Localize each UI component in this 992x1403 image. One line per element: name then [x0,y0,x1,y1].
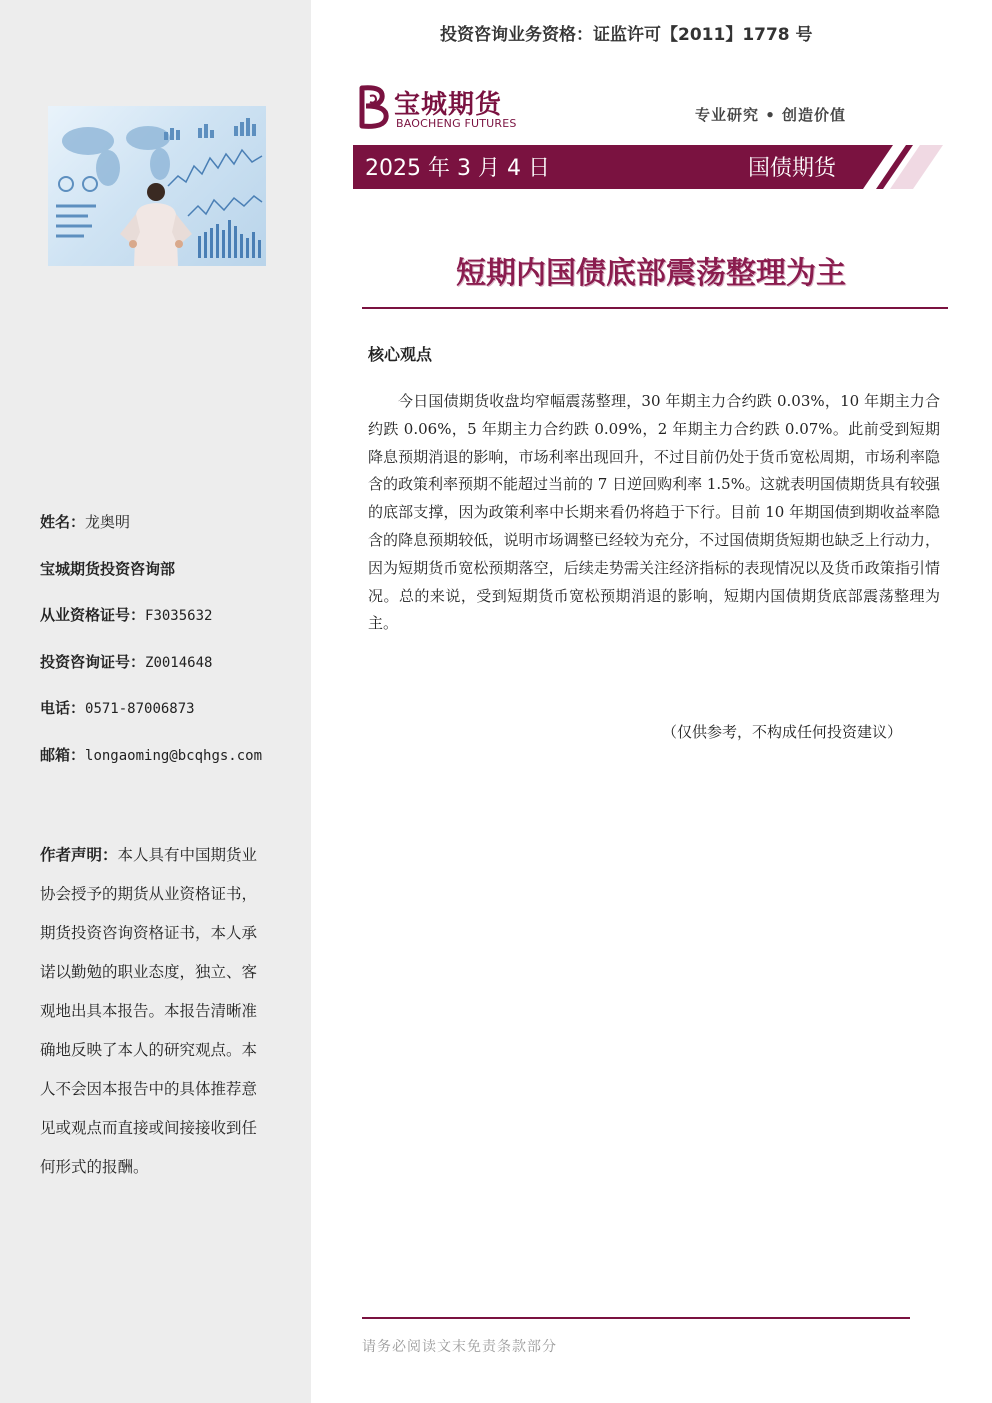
footer-note: 请务必阅读文末免责条款部分 [362,1339,557,1355]
author-declaration [40,836,272,1187]
phone-number[interactable]: 0571-87006873 [85,701,195,717]
body-paragraph: 今日国债期货收盘均窄幅震荡整理，30 年期主力合约跌 0.03%，10 年期主力合约跌 0.06%，5 年期主力合约跌 0.09%，2 年期主力合约跌 0.07%。此前受到短期降息预期消退的影响，市场利率出现回升，不过目前仍处于货币宽松周期，市场利率隐含的政策利率预期不能超过当前的 7 日逆回购利率 1.5%。这就表明国债期货具有较强的底部支撑，因为政策利率中长期来看仍将趋于下行。目前 10 年期国债到期收益率隐含的降息预期较低，说明市场调整已经较为充分，不过国债期货短期也缺乏上行动力，因为短期货币宽松预期落空，后续走势需关注经济指标的表现情况以及货币政策指引情况。总的来说，受到短期货币宽松预期消退的影响，短期内国债期货底部震荡整理为主。 [368,392,940,633]
declaration-label: 作者声明： [40,846,118,864]
phone-row [40,694,300,741]
date-banner [353,145,943,189]
report-title: 短期内国债底部震荡整理为主 [456,256,846,291]
logo-chinese-name: 宝城期货 [394,90,503,120]
advisory-row [40,648,300,695]
slogan: 专业研究 • 创造价值 [695,106,847,124]
qualification-line: 投资咨询业务资格：证监许可【2011】1778 号 [440,25,813,45]
man-figure [120,183,192,266]
email-row [40,741,300,788]
phone-label: 电话： [40,699,86,717]
advisory-number: Z0014648 [145,654,213,671]
author-contact [40,508,300,787]
license-number: F3035632 [145,608,213,624]
company-logo [356,84,526,134]
author-name-label: 姓名： [40,513,86,531]
author-name: 龙奥明 [85,513,131,531]
logo-english-name: BAOCHENG FUTURES [396,117,517,130]
department-row [40,555,300,602]
report-category: 国债期货 [748,156,837,181]
advisory-label: 投资咨询证号： [40,652,146,671]
baocheng-logo-icon [356,84,392,130]
disclaimer: （仅供参考，不构成任何投资建议） [662,723,903,741]
sidebar [0,0,311,1403]
cover-image [48,106,266,266]
license-label: 从业资格证号： [40,606,146,624]
department: 宝城期货投资咨询部 [40,559,176,578]
email-address[interactable]: longaoming@bcqhgs.com [85,747,263,764]
declaration-text: 本人具有中国期货业协会授予的期货从业资格证书，期货投资咨询资格证书，本人承诺以勤勉的职业态度，独立、客观地出具本报告。本报告清晰准确地反映了本人的研究观点。本人不会因本报告中的具体推荐意见或观点而直接或间接接收到任何形式的报酬。 [40,846,258,1176]
analyst-screens-illustration [48,106,266,266]
footer-divider [362,1317,910,1319]
section-heading: 核心观点 [368,345,433,364]
author-name-row [40,508,300,555]
report-date: 2025 年 3 月 4 日 [365,156,550,181]
license-row [40,601,300,648]
email-label: 邮箱： [40,745,86,764]
title-divider [362,307,948,309]
